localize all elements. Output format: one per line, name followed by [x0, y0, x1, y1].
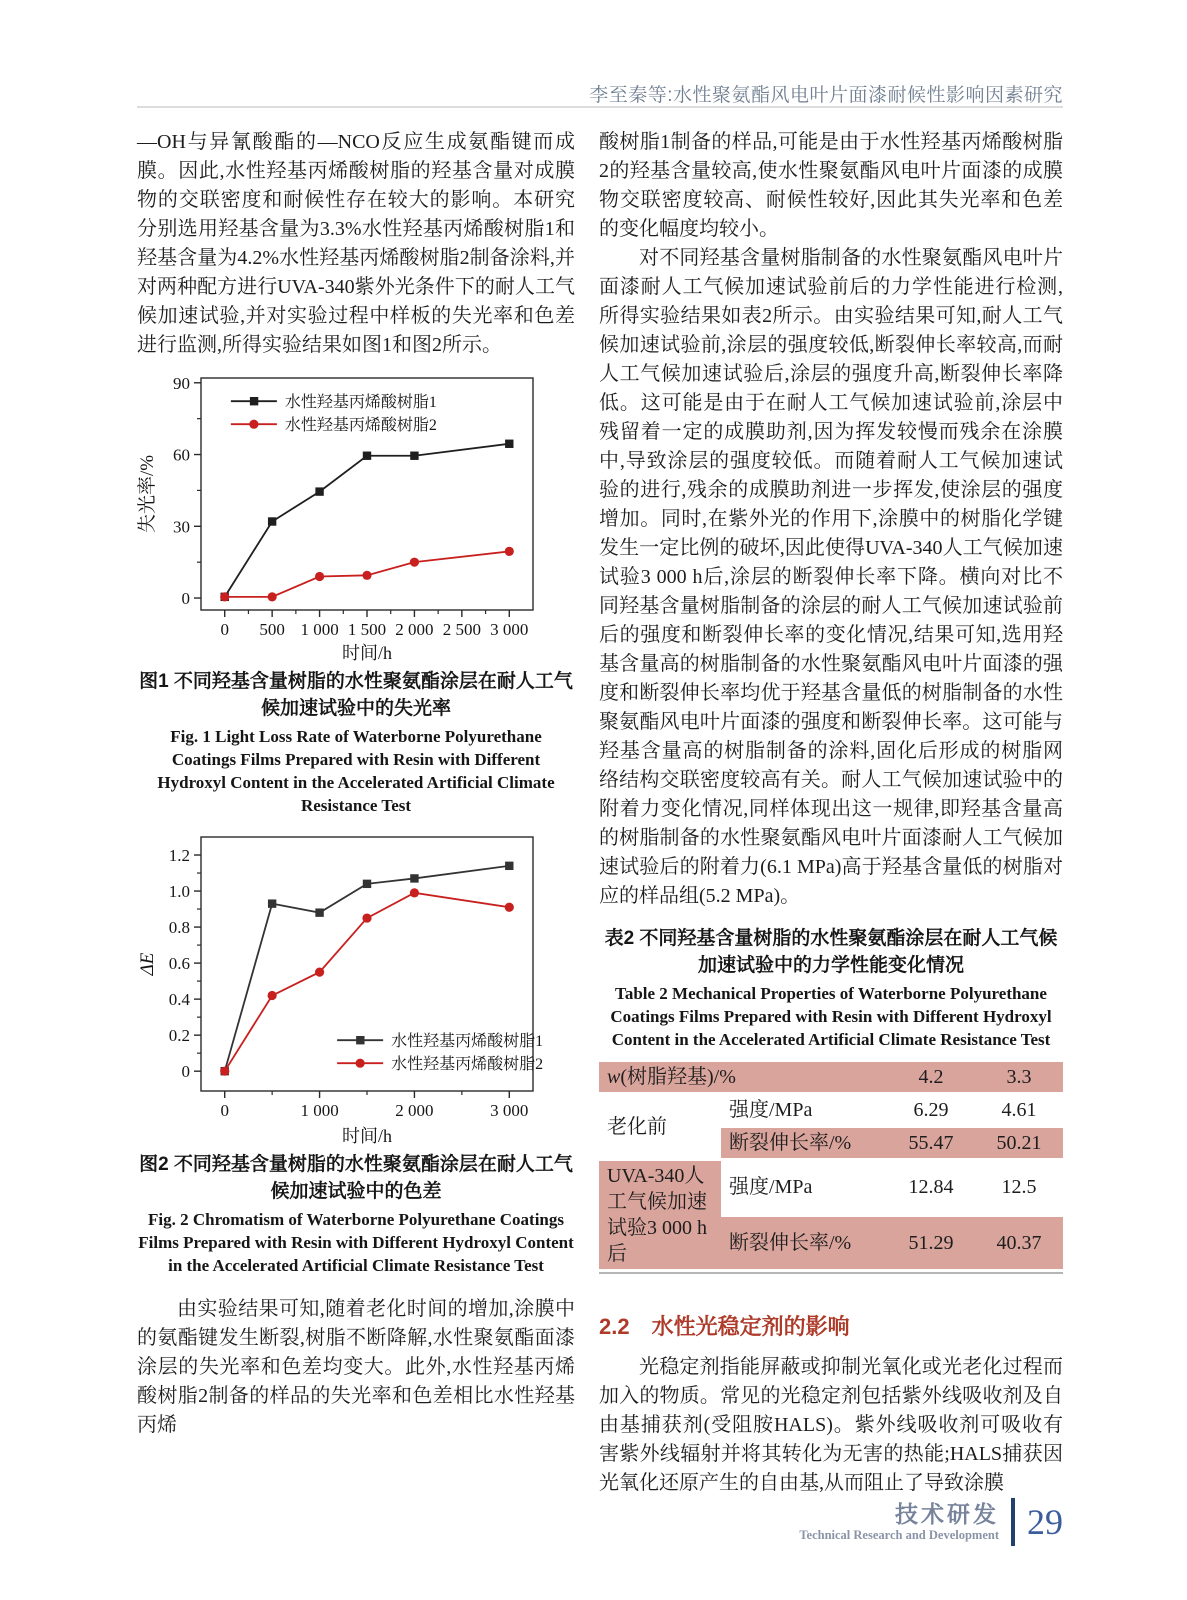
svg-text:1.0: 1.0	[168, 882, 190, 902]
section-2-2-heading	[599, 1310, 1063, 1341]
table-cell-value: 12.84	[908, 1176, 954, 1199]
svg-text:0: 0	[220, 620, 229, 639]
svg-text:2 500: 2 500	[442, 620, 481, 639]
svg-text:90: 90	[173, 373, 190, 393]
figure2-line-chart	[137, 823, 575, 1149]
footer-divider-bar	[1011, 1498, 1015, 1546]
table-group-label-after-uva: UVA-340人工气候加速试验3 000 h后	[599, 1161, 721, 1269]
table-header-value-1: 4.2	[887, 1062, 975, 1092]
paragraph-light-stabilizer: 光稳定剂指能屏蔽或抑制光氧化或光老化过程而加入的物质。常见的光稳定剂包括紫外线吸收剂及自由基捕获剂(受阻胺HALS)。紫外线吸收剂可吸收有害紫外线辐射并将其转化为无害的热能;HALS捕获因光氧化还原产生的自由基,从而阻止了导致涂膜	[599, 1356, 1063, 1494]
footer-section-en: Technical Research and Development	[799, 1528, 999, 1542]
table-group-label-before-aging: 老化前	[607, 1115, 667, 1138]
footer-section-block	[799, 1501, 999, 1543]
svg-text:0.6: 0.6	[168, 954, 190, 974]
paragraph-continuation: 酸树脂1制备的样品,可能是由于水性羟基丙烯酸树脂2的羟基含量较高,使水性聚氨酯风电叶片面漆的成膜物交联密度较高、耐候性较好,因此其失光率和色差的变化幅度均较小。	[599, 131, 1063, 240]
svg-text:2 000: 2 000	[395, 620, 434, 639]
svg-text:0: 0	[220, 1101, 229, 1120]
svg-text:3 000: 3 000	[490, 620, 529, 639]
table-row	[599, 1095, 1063, 1125]
paragraph-intro: —OH与异氰酸酯的—NCO反应生成氨酯键而成膜。因此,水性羟基丙烯酸树脂的羟基含量对成膜物的交联密度和耐候性存在较大的影响。本研究分别选用羟基含量为3.3%水性羟基丙烯酸树脂1和羟基含量为4.2%水性羟基丙烯酸树脂2制备涂料,并对两种配方进行UVA-340紫外光条件下的耐人工气候加速试验,并对实验过程中样板的失光率和色差进行监测,所得实验结果如图1和图2所示。	[137, 131, 575, 356]
table-cell-value: 50.21	[975, 1128, 1063, 1158]
svg-text:3 000: 3 000	[490, 1101, 529, 1120]
svg-text:60: 60	[173, 445, 190, 465]
figure1-caption-zh: 图1 不同羟基含量树脂的水性聚氨酯涂层在耐人工气候加速试验中的失光率	[139, 671, 573, 719]
svg-text:1 000: 1 000	[300, 1101, 339, 1120]
paragraph-results-discussion: 由实验结果可知,随着老化时间的增加,涂膜中的氨酯键发生断裂,树脂不断降解,水性聚氨酯面漆涂层的失光率和色差均变大。此外,水性羟基丙烯酸树脂2制备的样品的失光率和色差相比水性羟基丙烯	[137, 1298, 575, 1436]
two-column-layout	[137, 128, 1063, 1498]
figure-1	[137, 366, 575, 817]
page-header-running-title: 李至秦等:水性聚氨酯风电叶片面漆耐候性影响因素研究	[589, 85, 1063, 106]
table-header-label: w(树脂羟基)/%	[599, 1062, 887, 1092]
footer-section-zh: 技术研发	[895, 1501, 999, 1527]
table2-caption-en: Table 2 Mechanical Properties of Waterborne Polyurethane Coatings Films Prepared with Resin with Different Hydroxyl Content in the Accelerated Artificial Climate Resistance Test	[610, 984, 1052, 1049]
table-cell-property: 断裂伸长率/%	[721, 1217, 887, 1270]
svg-text:0.2: 0.2	[168, 1026, 190, 1046]
svg-text:ΔE: ΔE	[137, 952, 158, 976]
svg-text:时间/h: 时间/h	[341, 1126, 393, 1146]
left-column	[137, 128, 575, 1498]
figure1-line-chart	[137, 366, 575, 666]
table-cell-value: 4.61	[1001, 1099, 1037, 1121]
svg-text:水性羟基丙烯酸树脂2: 水性羟基丙烯酸树脂2	[284, 417, 437, 435]
svg-text:0: 0	[181, 589, 190, 609]
svg-text:2 000: 2 000	[395, 1101, 434, 1120]
svg-text:500: 500	[259, 620, 285, 639]
table-header-value-2: 3.3	[975, 1062, 1063, 1092]
svg-text:时间/h: 时间/h	[341, 643, 393, 663]
footer-page-number: 29	[1027, 1502, 1063, 1542]
right-column	[599, 128, 1063, 1498]
table-cell-value: 40.37	[975, 1217, 1063, 1270]
table-cell-value: 51.29	[887, 1217, 975, 1270]
table2-caption-zh: 表2 不同羟基含量树脂的水性聚氨酯涂层在耐人工气候加速试验中的力学性能变化情况	[604, 928, 1058, 976]
table-cell-property: 强度/MPa	[729, 1176, 813, 1199]
table2	[599, 1059, 1063, 1274]
figure2-caption-zh: 图2 不同羟基含量树脂的水性聚氨酯涂层在耐人工气候加速试验中的色差	[139, 1154, 573, 1202]
svg-text:1 000: 1 000	[300, 620, 339, 639]
paragraph-mechanical-properties: 对不同羟基含量树脂制备的水性聚氨酯风电叶片面漆耐人工气候加速试验前后的力学性能进行检测,所得实验结果如表2所示。由实验结果可知,耐人工气候加速试验前,涂层的强度较低,断裂伸长率较高,而耐人工气候加速试验后,涂层的强度升高,断裂伸长率降低。这可能是由于在耐人工气候加速试验前,涂层中残留着一定的成膜助剂,因为挥发较慢而残余在涂膜中,导致涂层的强度较低。而随着耐人工气候加速试验的进行,残余的成膜助剂进一步挥发,使涂层的强度增加。同时,在紫外光的作用下,涂膜中的树脂化学键发生一定比例的破坏,因此使得UVA-340人工气候加速试验3 000 h后,涂层的断裂伸长率下降。横向对比不同羟基含量树脂制备的涂层的耐人工气候加速试验前后的强度和断裂伸长率的变化情况,结果可知,选用羟基含量高的树脂制备的水性聚氨酯风电叶片面漆的强度和断裂伸长率均优于羟基含量低的树脂制备的水性聚氨酯风电叶片面漆的强度和断裂伸长率。这可能与羟基含量高的树脂制备的涂料,固化后形成的树脂网络结构交联密度较高有关。耐人工气候加速试验中的附着力变化情况,同样体现出这一规律,即羟基含量高的树脂制备的水性聚氨酯风电叶片面漆耐人工气候加速试验后的附着力(6.1 MPa)高于羟基含量低的树脂对应的样品组(5.2 MPa)。	[599, 247, 1063, 907]
table-cell-value: 55.47	[887, 1128, 975, 1158]
table-cell-value: 12.5	[1001, 1176, 1037, 1199]
svg-text:失光率/%: 失光率/%	[137, 454, 158, 534]
svg-text:0: 0	[181, 1062, 190, 1082]
svg-text:水性羟基丙烯酸树脂1: 水性羟基丙烯酸树脂1	[284, 394, 437, 412]
section-number: 2.2	[599, 1314, 630, 1339]
table-row	[599, 1161, 1063, 1214]
svg-text:0.8: 0.8	[168, 918, 190, 938]
figure2-caption-en: Fig. 2 Chromatism of Waterborne Polyurethane Coatings Films Prepared with Resin with Different Hydroxyl Content in the Accelerated Artificial Climate Resistance Test	[138, 1210, 574, 1275]
svg-text:0.4: 0.4	[168, 990, 190, 1010]
header-rule	[137, 106, 1063, 108]
svg-text:1.2: 1.2	[168, 846, 190, 866]
svg-text:水性羟基丙烯酸树脂2: 水性羟基丙烯酸树脂2	[391, 1056, 544, 1074]
figure-2	[137, 823, 575, 1277]
svg-text:水性羟基丙烯酸树脂1: 水性羟基丙烯酸树脂1	[391, 1033, 544, 1051]
table-row	[599, 1062, 1063, 1092]
table-cell-property: 强度/MPa	[729, 1099, 813, 1121]
section-title: 水性光稳定剂的影响	[651, 1314, 850, 1339]
svg-text:30: 30	[173, 517, 190, 537]
svg-text:1 500: 1 500	[347, 620, 387, 639]
table-cell-value: 6.29	[913, 1099, 949, 1121]
table-cell-property: 断裂伸长率/%	[721, 1128, 887, 1158]
page-footer	[799, 1498, 1063, 1546]
figure1-caption-en: Fig. 1 Light Loss Rate of Waterborne Polyurethane Coatings Films Prepared with Resin with Different Hydroxyl Content in the Accelerated Artificial Climate Resistance Test	[157, 727, 555, 815]
